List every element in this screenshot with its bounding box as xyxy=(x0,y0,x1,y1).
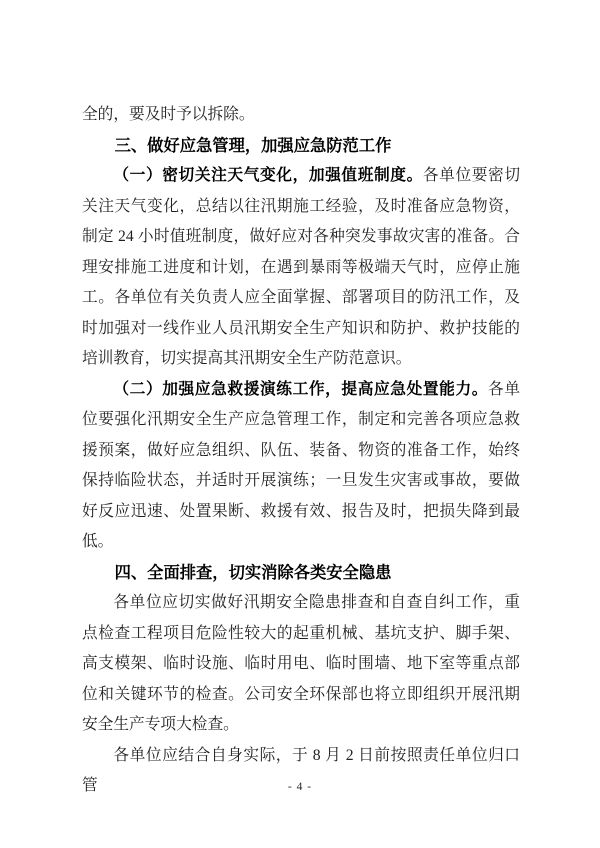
section-3-heading: 三、做好应急管理，加强应急防范工作 xyxy=(114,136,392,155)
page-number: - 4 - xyxy=(287,781,313,793)
section-3-item-1 xyxy=(82,161,520,375)
section-4-heading: 四、全面排查，切实消除各类安全隐患 xyxy=(114,563,392,582)
section-3-item-2 xyxy=(82,375,520,558)
section-3-item-2-lead: （二）加强应急救援演练工作，提高应急处置能力。 xyxy=(113,380,489,398)
section-3-item-1-body: 各单位要密切关注天气变化，总结以往汛期施工经验，及时准备应急物资，制定 24 小时值班制度，做好应对各种突发事故灾害的准备。合理安排施工进度和计划，在遇到暴雨等极端天气时，应停止施工。各单位有关负责人应全面掌握、部署项目的防汛工作，及时加强对一线作业人员汛期安全生产知识和防护、救护技能的培训教育，切实提高其汛期安全生产防范意识。 xyxy=(82,167,521,367)
section-4-paragraph-2: 各单位应结合自身实际，于 8 月 2 日前按照责任单位归口管 xyxy=(82,746,520,794)
section-4-paragraph-1: 各单位应切实做好汛期安全隐患排查和自查自纠工作，重点检查工程项目危险性较大的起重机械、基坑支护、脚手架、高支模架、临时设施、临时用电、临时围墙、地下室等重点部位和关键环节的检查。公司安全环保部也将立即组织开展汛期安全生产专项大检查。 xyxy=(82,594,520,733)
document-body xyxy=(82,100,520,802)
continuation-paragraph: 全的，要及时予以拆除。 xyxy=(82,106,255,123)
section-3-item-1-lead: （一）密切关注天气变化，加强值班制度。 xyxy=(113,167,423,184)
section-3-item-2-body: 各单位要强化汛期安全生产应急管理工作，制定和完善各项应急救援预案，做好应急组织、队伍、装备、物资的准备工作，始终保持临险状态，并适时开展演练；一旦发生灾害或事故，要做好反应迅速、处置果断、救援有效、报告及时，把损失降到最低。 xyxy=(82,380,521,550)
